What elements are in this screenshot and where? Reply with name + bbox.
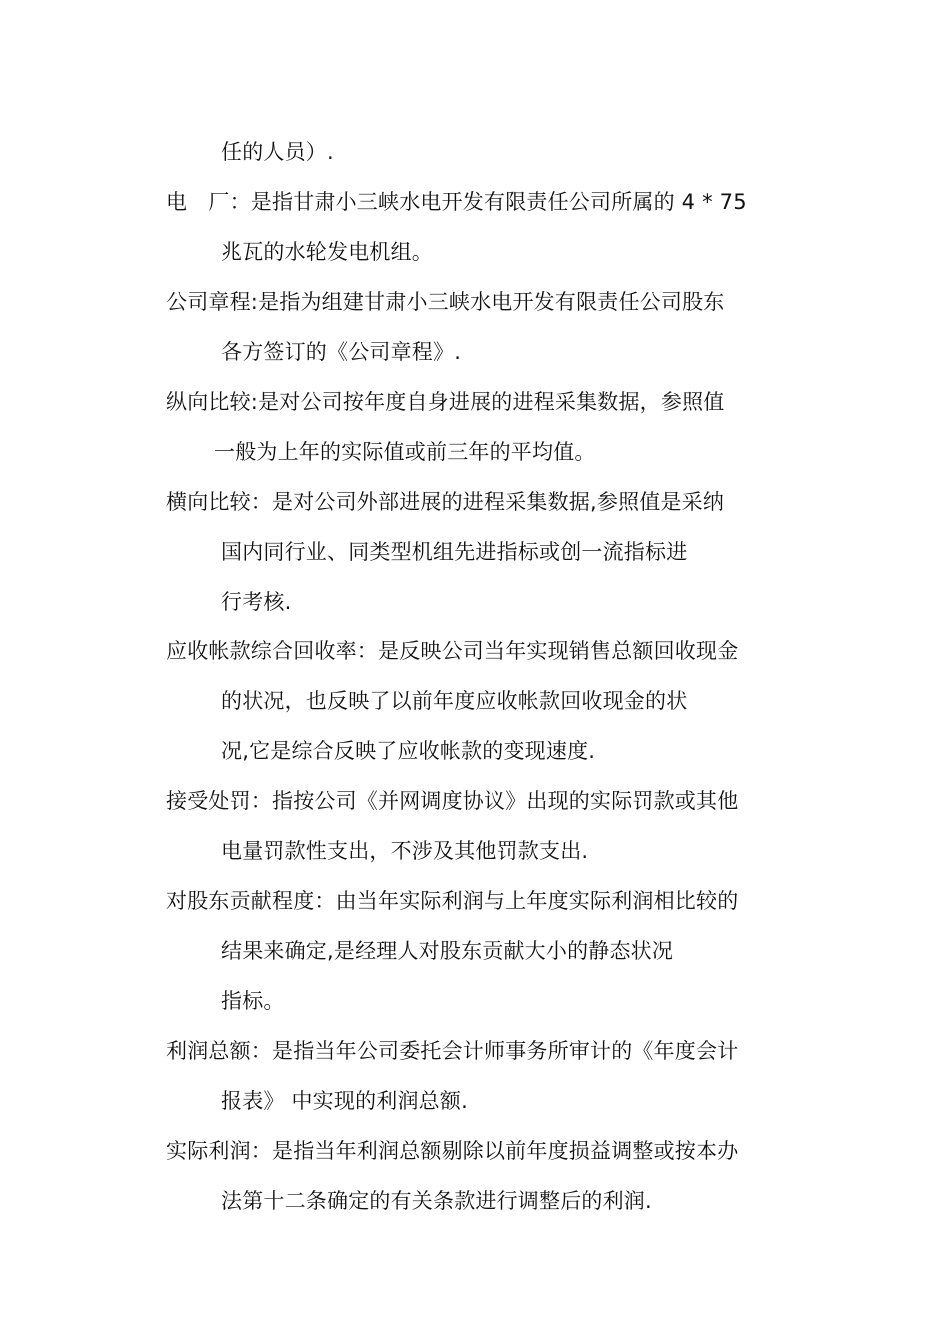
text-line: 报表》 中实现的利润总额. xyxy=(221,1089,468,1113)
definition-term-line: 纵向比较:是对公司按年度自身进展的进程采集数据，参照值 xyxy=(166,390,725,414)
definition-term-line: 应收帐款综合回收率：是反映公司当年实现销售总额回收现金 xyxy=(166,639,739,663)
definition-term-line: 实际利润：是指当年利润总额剔除以前年度损益调整或按本办 xyxy=(166,1139,739,1163)
definition-term-line: 接受处罚：指按公司《并网调度协议》出现的实际罚款或其他 xyxy=(166,789,739,813)
text-line: 电量罚款性支出，不涉及其他罚款支出. xyxy=(221,839,589,863)
text-line: 行考核. xyxy=(221,590,292,614)
text-line: 结果来确定,是经理人对股东贡献大小的静态状况 xyxy=(221,939,674,963)
text-line: 况,它是综合反映了应收帐款的变现速度. xyxy=(221,739,596,763)
definition-term-line: 对股东贡献程度：由当年实际利润与上年度实际利润相比较的 xyxy=(166,889,739,913)
text-line: 兆瓦的水轮发电机组。 xyxy=(221,240,433,264)
text-line: 国内同行业、同类型机组先进指标或创一流指标进 xyxy=(221,540,688,564)
text-line: 指标。 xyxy=(221,989,285,1013)
text-line: 任的人员）. xyxy=(221,140,334,164)
text-line: 的状况，也反映了以前年度应收帐款回收现金的状 xyxy=(221,689,688,713)
text-line: 各方签订的《公司章程》. xyxy=(221,340,462,364)
definition-term-line: 利润总额：是指当年公司委托会计师事务所审计的《年度会计 xyxy=(166,1039,739,1063)
text-line: 一般为上年的实际值或前三年的平均值。 xyxy=(214,440,596,464)
definition-term-line: 电 厂：是指甘肃小三峡水电开发有限责任公司所属的 4 * 75 xyxy=(166,190,747,214)
text-line: 法第十二条确定的有关条款进行调整后的利润. xyxy=(221,1189,652,1213)
definition-term-line: 横向比较：是对公司外部进展的进程采集数据,参照值是采纳 xyxy=(166,490,725,514)
definition-term-line: 公司章程:是指为组建甘肃小三峡水电开发有限责任公司股东 xyxy=(166,290,725,314)
